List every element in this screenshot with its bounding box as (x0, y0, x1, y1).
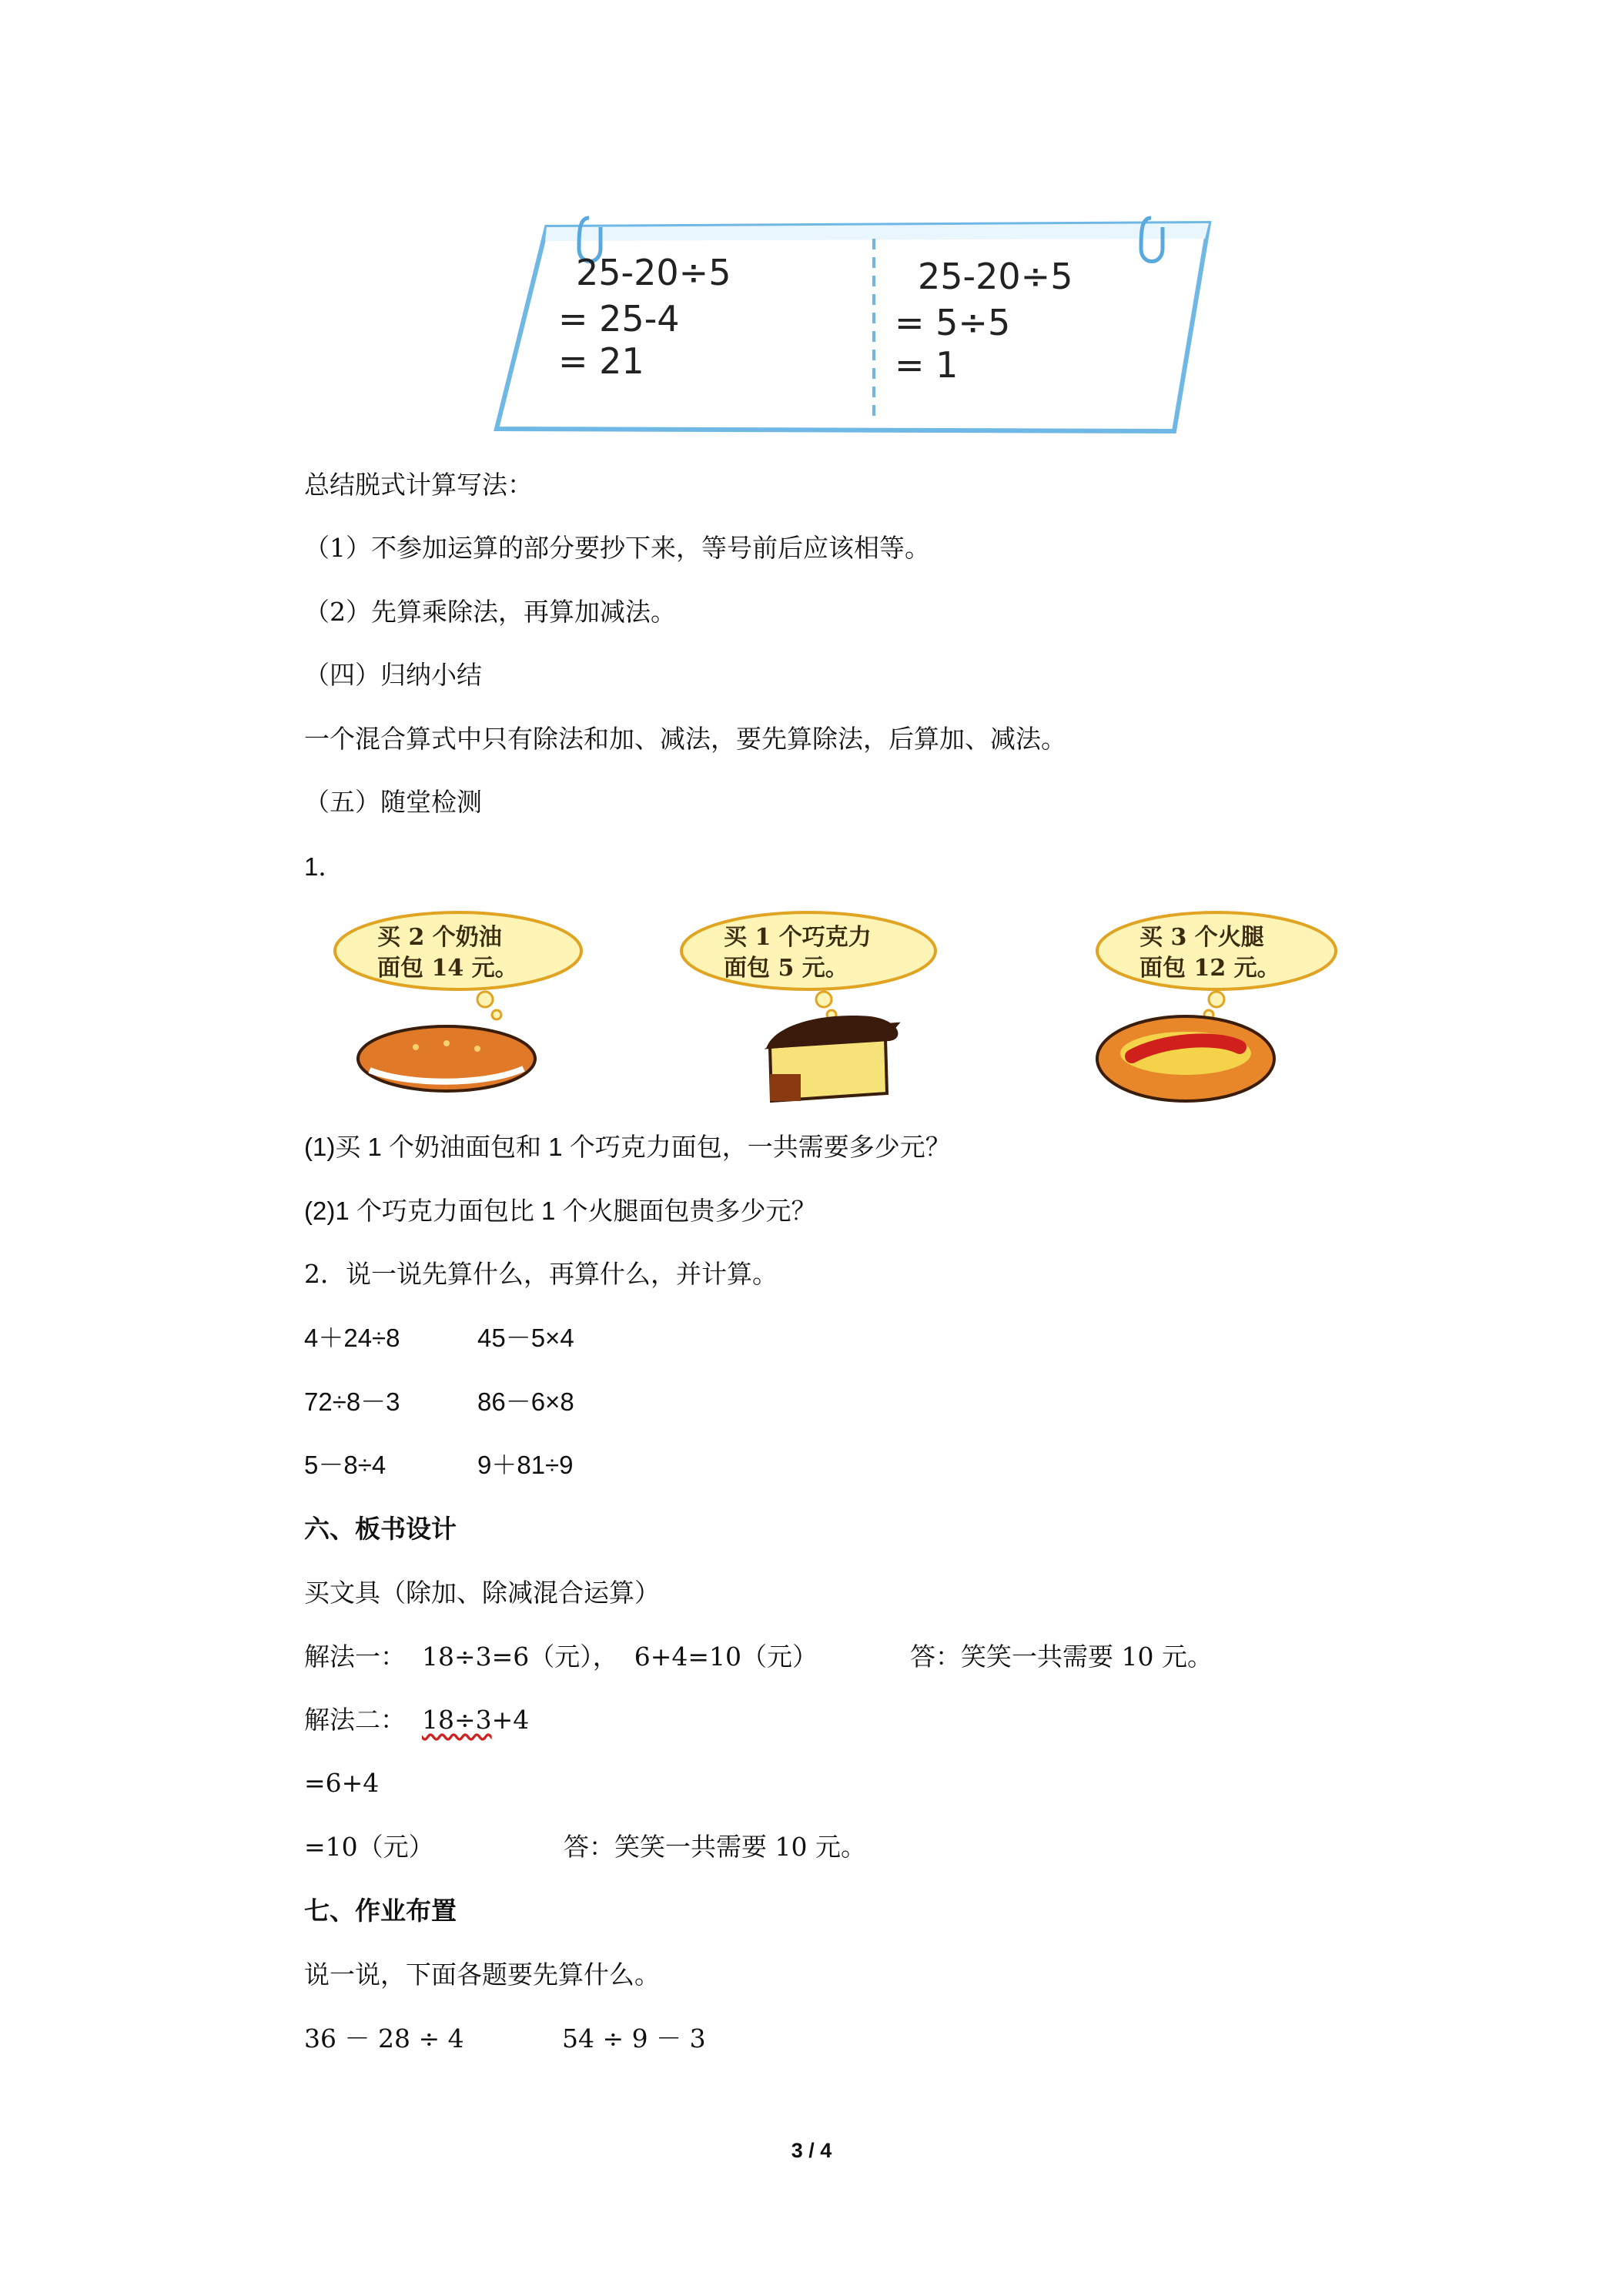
board-title: 买文具（除加、除减混合运算） (304, 1578, 660, 1608)
method-2-step-2: =10（元） (304, 1832, 434, 1862)
homework-2: 54 ÷ 9 － 3 (562, 2023, 706, 2053)
notepad-illustration (493, 212, 1216, 439)
notepad-left-line-3: = 21 (558, 340, 644, 382)
bubble-2-line-2: 面包 5 元。 (724, 955, 848, 982)
bubble-1-line-1: 买 2 个奶油 (377, 924, 502, 951)
method-1-answer: 答：笑笑一共需要 10 元。 (910, 1642, 1213, 1672)
ham-bread-icon (1097, 1016, 1274, 1101)
notepad-right-line-3: = 1 (895, 344, 959, 386)
bubble-2-line-1: 买 1 个巧克力 (724, 924, 872, 951)
speech-bubble (335, 912, 581, 1019)
method-2-label: 解法二： (304, 1705, 406, 1735)
bread-illustrations (331, 909, 1363, 1116)
method-2-step-1: =6+4 (304, 1768, 380, 1798)
method-2-expression: 18÷3 (421, 1705, 492, 1735)
exercise-3-left: 5－8÷4 (304, 1451, 387, 1479)
notepad-left-line-2: = 25-4 (558, 298, 680, 340)
chocolate-bread-icon (766, 1016, 898, 1101)
method-2 (304, 1705, 529, 1735)
exercise-3-right: 9＋81÷9 (477, 1451, 574, 1479)
bubble-3-line-2: 面包 12 元。 (1139, 955, 1280, 982)
exercise-2-left: 72÷8－3 (304, 1387, 400, 1416)
notepad-right-line-2: = 5÷5 (895, 302, 1011, 343)
bubble-1-line-2: 面包 14 元。 (377, 955, 518, 982)
homework-intro: 说一说，下面各题要先算什么。 (304, 1960, 660, 1990)
homework-1: 36 － 28 ÷ 4 (304, 2023, 464, 2053)
question-1-label: 1． (304, 852, 344, 881)
speech-bubble (1097, 912, 1336, 1019)
rule-2: （2）先算乘除法，再算加减法。 (304, 597, 676, 627)
question-2: 2．说一说先算什么，再算什么，并计算。 (304, 1259, 778, 1289)
question-1b: (2)1 个巧克力面包比 1 个火腿面包贵多少元？ (304, 1197, 817, 1225)
question-1a: (1)买 1 个奶油面包和 1 个巧克力面包，一共需要多少元？ (304, 1133, 951, 1161)
notepad-right-line-1: 25-20÷5 (918, 256, 1073, 297)
notepad-left-line-1: 25-20÷5 (576, 252, 731, 293)
page-number: 3 / 4 (791, 2139, 832, 2162)
rule-1: （1）不参加运算的部分要抄下来，等号前后应该相等。 (304, 533, 930, 563)
conclusion-text: 一个混合算式中只有除法和加、减法，要先算除法，后算加、减法。 (304, 724, 1066, 754)
heading-6: 六、板书设计 (304, 1514, 457, 1544)
exercise-1-right: 45－5×4 (477, 1324, 574, 1352)
exercise-2-right: 86－6×8 (477, 1387, 574, 1416)
method-1: 解法一： 18÷3=6（元）， 6+4=10（元） (304, 1642, 818, 1672)
section-5-heading: （五）随堂检测 (304, 787, 482, 817)
heading-7: 七、作业布置 (304, 1896, 457, 1926)
speech-bubble (681, 912, 935, 1019)
method-2-expression-tail: +4 (491, 1705, 530, 1735)
section-4-heading: （四）归纳小结 (304, 660, 482, 690)
cream-bread-icon (358, 1026, 535, 1091)
summary-title: 总结脱式计算写法： (304, 470, 533, 500)
bubble-3-line-1: 买 3 个火腿 (1139, 924, 1264, 951)
method-2-answer: 答：笑笑一共需要 10 元。 (564, 1832, 866, 1862)
exercise-1-left: 4＋24÷8 (304, 1324, 400, 1352)
